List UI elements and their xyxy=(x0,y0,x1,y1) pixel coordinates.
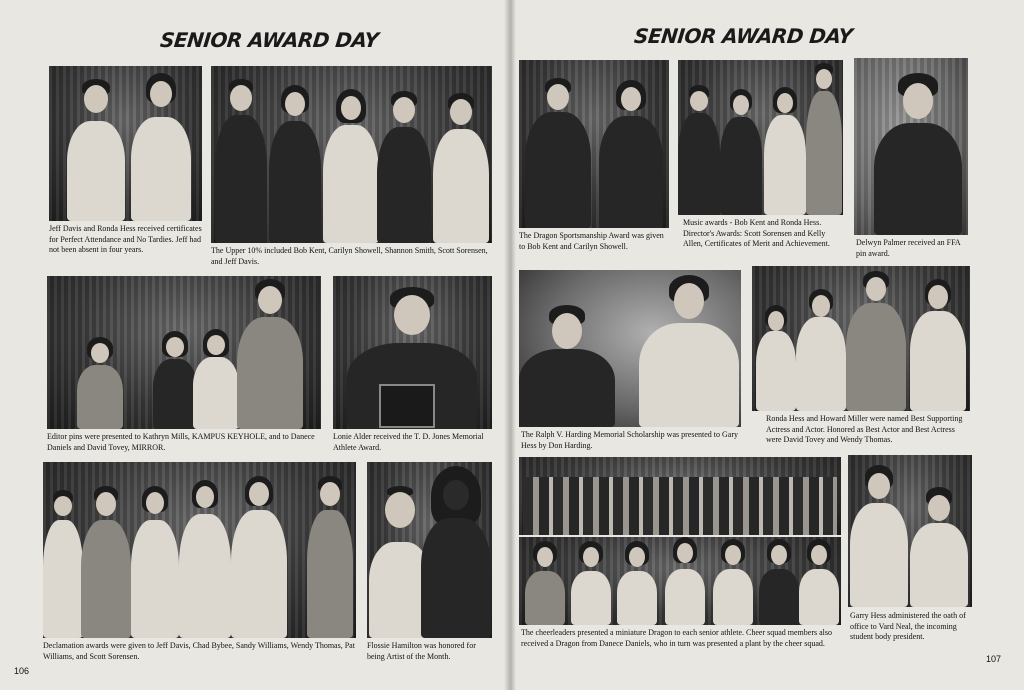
caption-oath-of-office: Garry Hess administered the oath of office to Vard Neal, the incoming student body president. xyxy=(850,611,966,641)
photo-editor-pins xyxy=(47,276,321,429)
left-headline: SENIOR AWARD DAY xyxy=(158,28,380,52)
caption-music-awards: Music awards - Bob Kent and Ronda Hess. Director's Awards: Scott Sorensen and Kelly Allen, Certificates of Merit and Achievement. xyxy=(683,218,830,248)
photo-perfect-attendance xyxy=(49,66,202,221)
photo-best-actor-actress xyxy=(752,266,970,411)
page-number-left: 106 xyxy=(14,666,30,676)
right-headline: SENIOR AWARD DAY xyxy=(632,24,854,48)
caption-harding-scholarship: The Ralph V. Harding Memorial Scholarship was presented to Gary Hess by Don Harding. xyxy=(521,430,738,450)
caption-perfect-attendance: Jeff Davis and Ronda Hess received certificates for Perfect Attendance and No Tardies. Jeff had not been absent in four years. xyxy=(49,224,202,254)
photo-declamation-awards xyxy=(43,462,356,638)
caption-ffa-pin: Delwyn Palmer received an FFA pin award. xyxy=(856,238,961,258)
photo-sportsmanship xyxy=(519,60,669,228)
caption-cheerleaders: The cheerleaders presented a miniature Dragon to each senior athlete. Cheer squad members also received a Dragon from Danece Daniels, who in turn was presented a plant by the cheer squad. xyxy=(521,628,832,648)
caption-sportsmanship: The Dragon Sportsmanship Award was given to Bob Kent and Carilyn Showell. xyxy=(519,231,664,251)
plaque xyxy=(379,384,435,428)
caption-artist-of-month: Flossie Hamilton was honored for being Artist of the Month. xyxy=(367,641,476,661)
photo-ffa-pin xyxy=(854,58,968,235)
photo-upper-ten-percent xyxy=(211,66,492,243)
photo-harding-scholarship xyxy=(519,270,741,427)
caption-declamation-awards: Declamation awards were given to Jeff Davis, Chad Bybee, Sandy Williams, Wendy Thomas, Pat Williams, and Scott Sorensen. xyxy=(43,641,355,661)
page-number-right: 107 xyxy=(986,654,1002,664)
photo-senior-athletes xyxy=(519,457,841,535)
photo-jones-award xyxy=(333,276,492,429)
photo-artist-of-month xyxy=(367,462,492,638)
caption-best-actor-actress: Ronda Hess and Howard Miller were named Best Supporting Actress and Actor. Honored as Best Actor and Best Actress were David Tovey and Wendy Thomas. xyxy=(766,414,963,444)
photo-oath-of-office xyxy=(848,455,972,607)
photo-cheerleaders xyxy=(519,537,841,625)
book-gutter xyxy=(504,0,516,690)
caption-jones-award: Lonie Alder received the T. D. Jones Memorial Athlete Award. xyxy=(333,432,484,452)
caption-editor-pins: Editor pins were presented to Kathryn Mills, KAMPUS KEYHOLE, and to Danece Daniels and David Tovey, MIRROR. xyxy=(47,432,315,452)
photo-music-awards xyxy=(678,60,843,215)
caption-upper-ten-percent: The Upper 10% included Bob Kent, Carilyn Showell, Shannon Smith, Scott Sorensen, and Jeff Davis. xyxy=(211,246,488,266)
